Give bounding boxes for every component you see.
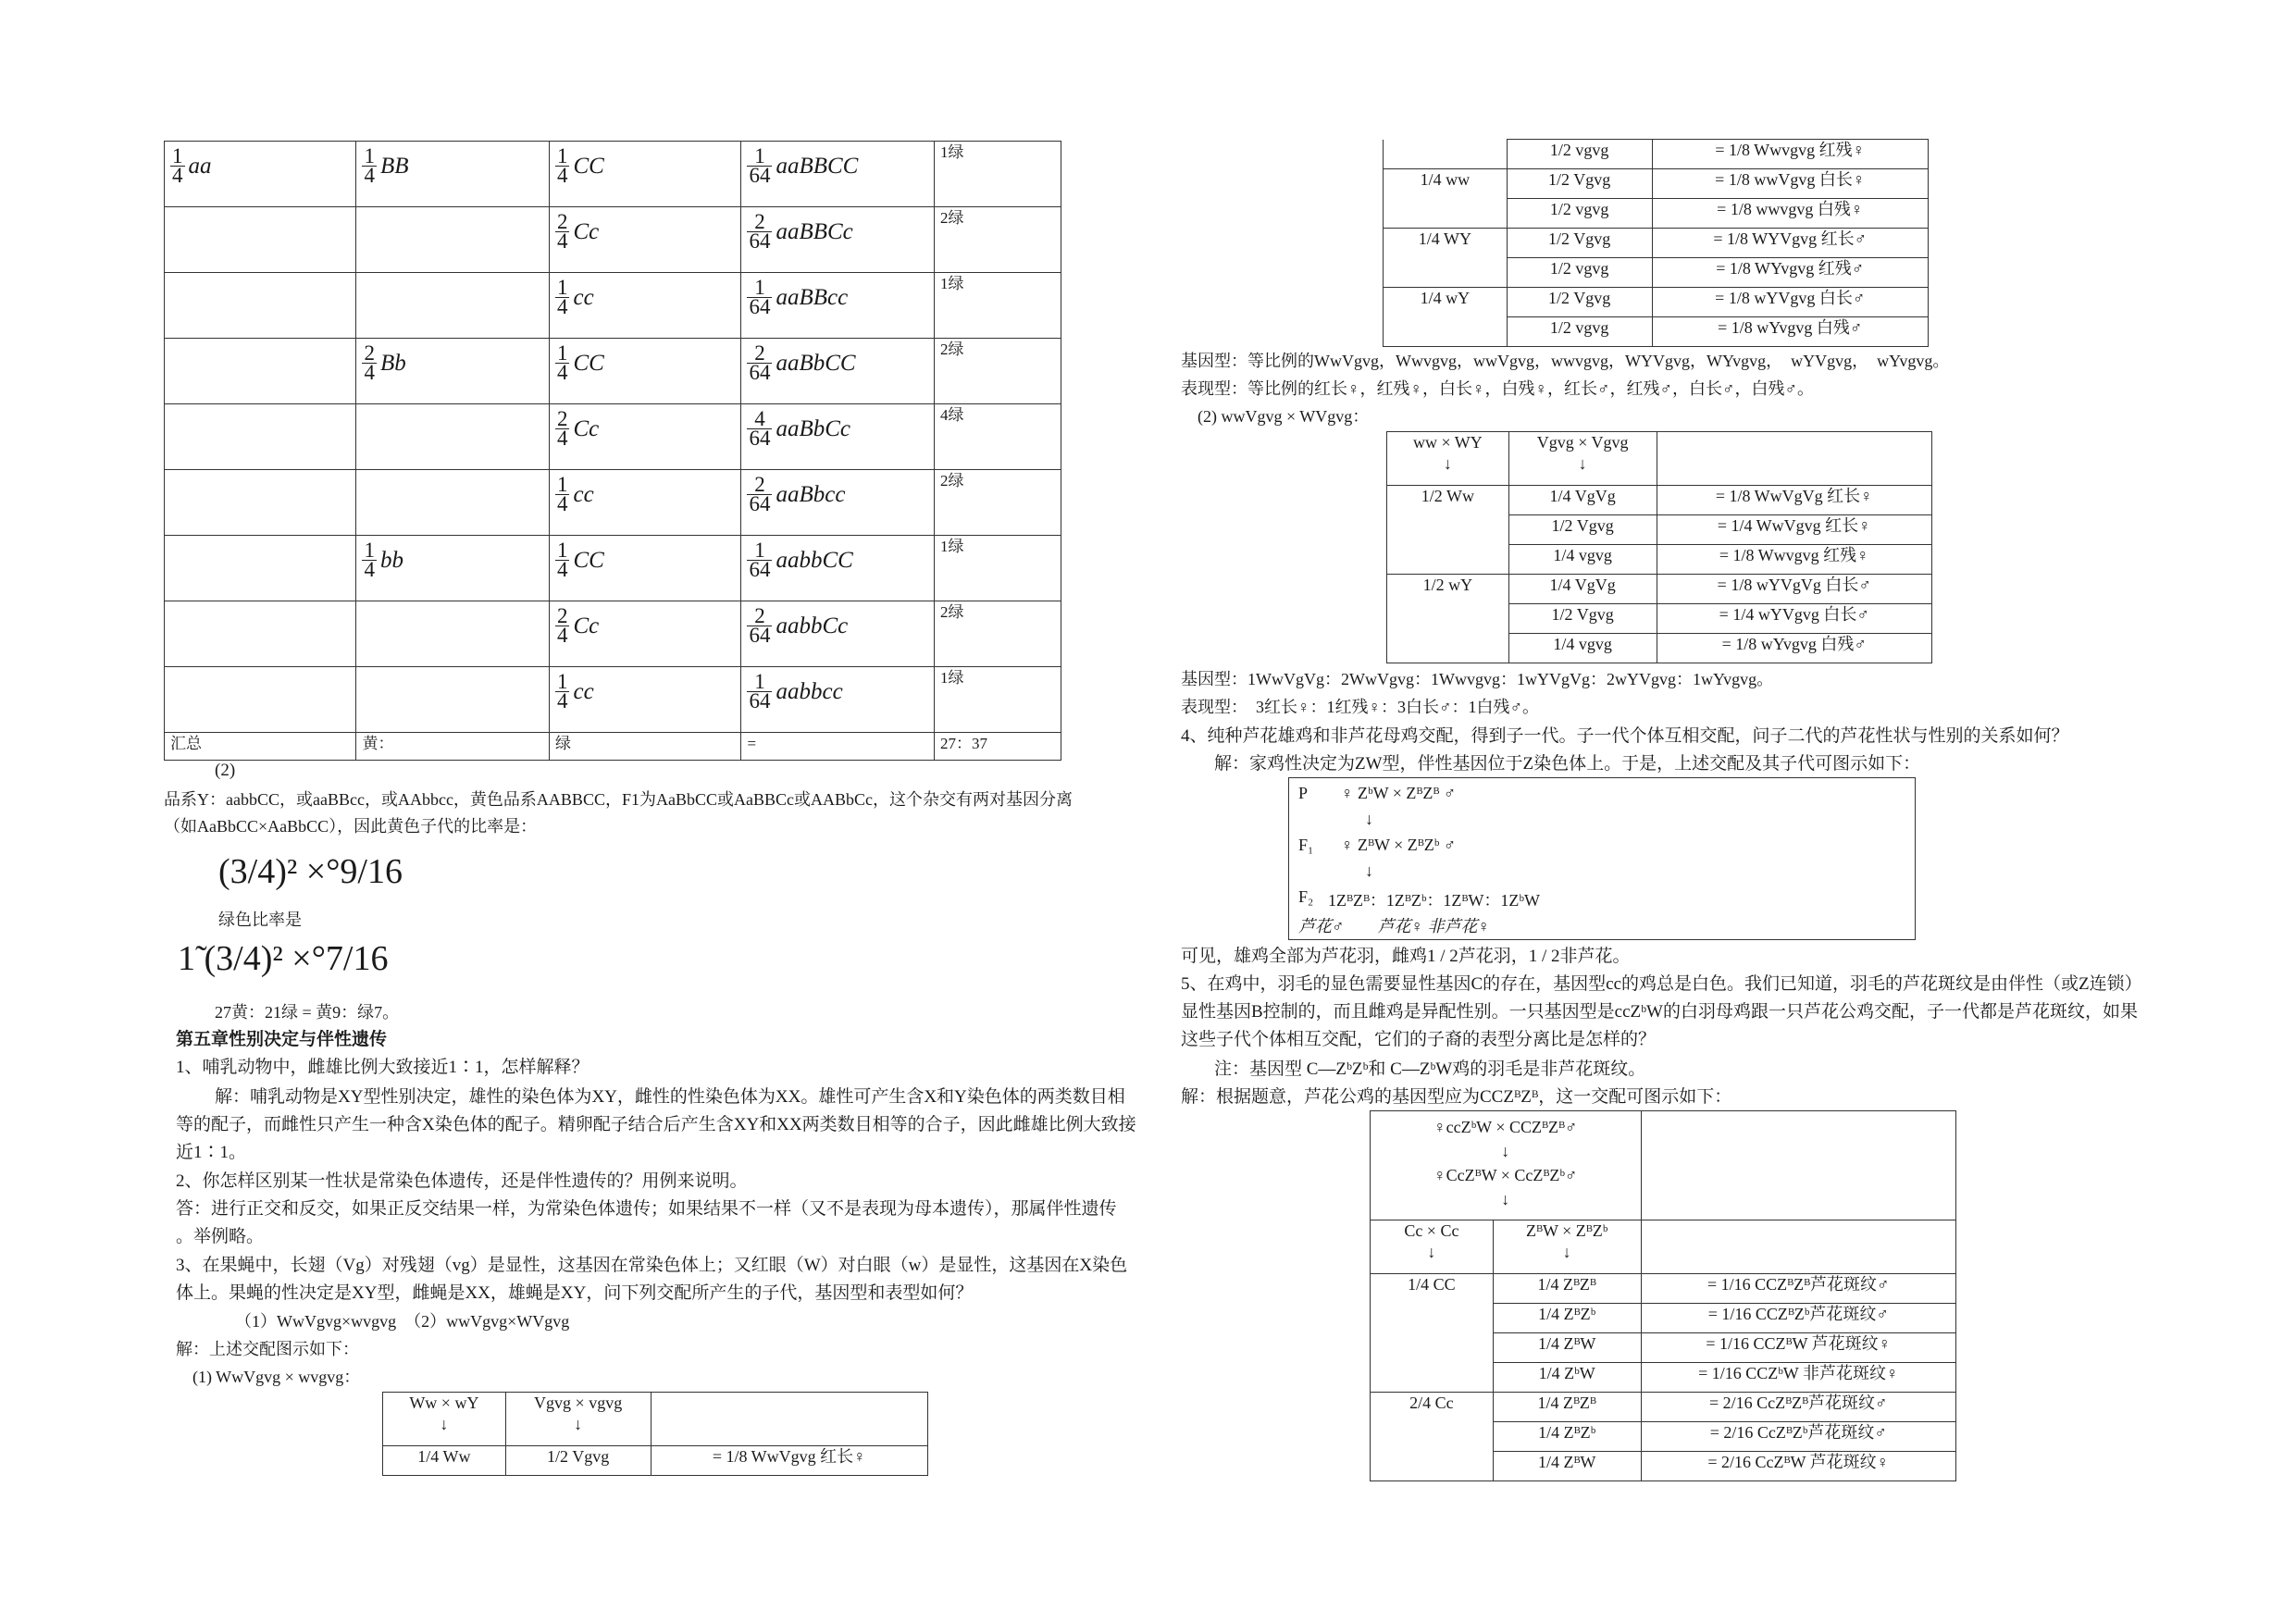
col-c: = 1/16 CCZᴮZᴮ芦花斑纹♂ bbox=[1641, 1274, 1955, 1304]
col-b: 1/4 VgVg bbox=[1508, 486, 1657, 515]
cell-b bbox=[356, 470, 550, 536]
genotype-term: CC bbox=[573, 548, 604, 573]
a1-line3: 近1∶1。 bbox=[176, 1143, 247, 1162]
genotype-term: CC bbox=[573, 154, 604, 179]
a3-sub1: (1) WwVgvg × wvgvg： bbox=[192, 1368, 361, 1386]
col-b: 1/4 ZᴮZᴮ bbox=[1493, 1393, 1641, 1422]
table-row bbox=[165, 601, 1061, 667]
col-b: 1/4 vgvg bbox=[1508, 634, 1657, 663]
q1: 1、哺乳动物中，雌雄比例大致接近1∶1，怎样解释？ bbox=[176, 1058, 590, 1077]
cell-c bbox=[549, 142, 740, 207]
q3-line3: （1）WwVgvg×wvgvg （2）wwVgvg×WVgvg bbox=[235, 1312, 570, 1331]
col-c: = 1/8 Wwvgvg 红残♀ bbox=[1657, 545, 1932, 575]
cell-a bbox=[165, 667, 356, 733]
table-row bbox=[165, 470, 1061, 536]
a1-line1: 解：哺乳动物是XY型性别决定，雄性的染色体为XY，雌性的性染色体为XX。雄性可产生含X和Y染色体的两类数目相 bbox=[215, 1087, 1125, 1107]
cell-c bbox=[549, 404, 740, 470]
cell-a bbox=[165, 601, 356, 667]
cell-b bbox=[356, 404, 550, 470]
fraction: $\frac{1}{64}$ bbox=[749, 670, 771, 712]
genotype-term: bb bbox=[379, 548, 403, 573]
t4-head-1: ww × WY ↓ bbox=[1387, 432, 1509, 486]
table-row bbox=[1384, 229, 1929, 258]
col-b: 1/4 VgVg bbox=[1508, 575, 1657, 604]
table-row bbox=[165, 536, 1061, 601]
genotype-term: Cc bbox=[573, 219, 600, 244]
cell-c bbox=[549, 273, 740, 339]
conclusion: 可见，雄鸡全部为芦花羽，雌鸡1 / 2芦花羽，1 / 2非芦花。 bbox=[1181, 947, 1631, 966]
cell-c bbox=[549, 536, 740, 601]
table-row bbox=[1384, 288, 1929, 317]
cell-a bbox=[165, 207, 356, 273]
col-c: = 1/16 CCZᴮW 芦花斑纹♀ bbox=[1641, 1333, 1955, 1363]
box-f1-label: F₁ bbox=[1298, 836, 1314, 854]
note: 注：基因型 C—ZᵇZᵇ和 C—ZᵇW鸡的羽毛是非芦花斑纹。 bbox=[1214, 1059, 1646, 1079]
col-a bbox=[1387, 545, 1509, 575]
col-a bbox=[1371, 1363, 1494, 1393]
col-b: 1/4 ZᴮZᵇ bbox=[1493, 1422, 1641, 1452]
table-row bbox=[1387, 515, 1932, 545]
col-c: = 1/4 WwVgvg 红长♀ bbox=[1657, 515, 1932, 545]
fraction: $\frac{1}{4}$ bbox=[556, 341, 568, 384]
col-a bbox=[1371, 1304, 1494, 1333]
col-b: 1/2 vgvg bbox=[1507, 199, 1652, 229]
phenotype2: 表现型： 3红长♀：1红残♀：3白长♂：1白残♂。 bbox=[1181, 698, 1539, 716]
q5-line2: 显性基因B控制的，而且雌鸡是异配性别。一只基因型是ccZᵇW的白羽母鸡跟一只芦花公鸡交配，子一代都是芦花斑纹，如果 bbox=[1181, 1002, 2138, 1022]
fraction: $\frac{2}{64}$ bbox=[749, 473, 771, 515]
cell-a bbox=[165, 404, 356, 470]
table-row bbox=[1387, 575, 1932, 604]
genotype-term: aabbCc bbox=[776, 613, 849, 638]
col-c: = 1/8 WYVgvg 红长♂ bbox=[1652, 229, 1929, 258]
q5-line1: 5、在鸡中，羽毛的显色需要显性基因C的存在，基因型cc的鸡总是白色。我们已知道，羽毛的芦花斑纹是由伴性（或Z连锁） bbox=[1181, 974, 2142, 994]
formula-yellow: (3/4)² ×°9/16 bbox=[218, 852, 403, 891]
t2-r1c1: 1/4 Ww bbox=[383, 1446, 506, 1476]
cell-color: 4绿 bbox=[934, 404, 1061, 470]
fraction: $\frac{1}{4}$ bbox=[556, 670, 568, 712]
cell-b bbox=[356, 339, 550, 404]
t2-r1c3: = 1/8 WwVgvg 红长♀ bbox=[651, 1446, 928, 1476]
box-arrow-1: ↓ bbox=[1365, 810, 1373, 828]
col-c: = 1/8 wwVgvg 白长♀ bbox=[1652, 169, 1929, 199]
t5-head-3 bbox=[1641, 1220, 1955, 1274]
col-c: = 1/8 WwVgVg 红长♀ bbox=[1657, 486, 1932, 515]
a4: 解：家鸡性决定为ZW型，伴性基因位于Z染色体上。于是，上述交配及其子代可图示如下： bbox=[1214, 754, 1921, 774]
table-row bbox=[1371, 1393, 1956, 1422]
a5: 解：根据题意，芦花公鸡的基因型应为CCZᴮZᴮ，这一交配可图示如下： bbox=[1181, 1087, 1732, 1107]
col-b: 1/2 vgvg bbox=[1507, 258, 1652, 288]
table-row bbox=[1384, 258, 1929, 288]
a3-intro: 解：上述交配图示如下： bbox=[176, 1340, 359, 1358]
col-b: 1/2 Vgvg bbox=[1507, 229, 1652, 258]
col-a: 1/4 WY bbox=[1384, 229, 1508, 258]
table-row bbox=[1387, 486, 1932, 515]
cell-c bbox=[549, 470, 740, 536]
cell-genotype bbox=[741, 142, 935, 207]
table-row bbox=[165, 339, 1061, 404]
col-c: = 1/8 wYVgvg 白长♂ bbox=[1652, 288, 1929, 317]
cell-b bbox=[356, 142, 550, 207]
table-row bbox=[1384, 199, 1929, 229]
table-row bbox=[1371, 1333, 1956, 1363]
cell-genotype bbox=[741, 404, 935, 470]
cell-b bbox=[356, 536, 550, 601]
genotype-table bbox=[164, 141, 1061, 761]
q4: 4、纯种芦花雄鸡和非芦花母鸡交配，得到子一代。子一代个体互相交配，问子二代的芦花性状与性别的关系如何？ bbox=[1181, 726, 2069, 746]
a2-line2: 。举例略。 bbox=[176, 1227, 265, 1246]
col-b: 1/4 ZᴮZᴮ bbox=[1493, 1274, 1641, 1304]
cell-a bbox=[165, 339, 356, 404]
cell-color: 2绿 bbox=[934, 470, 1061, 536]
table-row bbox=[1384, 317, 1929, 347]
table-row bbox=[1384, 169, 1929, 199]
col-c: = 1/8 wYVgVg 白长♂ bbox=[1657, 575, 1932, 604]
col-a bbox=[1384, 317, 1508, 347]
col-b: 1/4 ZᴮZᵇ bbox=[1493, 1304, 1641, 1333]
summary-row bbox=[165, 733, 1061, 761]
t2-r1c2: 1/2 Vgvg bbox=[505, 1446, 651, 1476]
t4-head-2: Vgvg × Vgvg ↓ bbox=[1508, 432, 1657, 486]
genotype-term: aaBBcc bbox=[776, 285, 849, 310]
box-f2-cross: 1ZᴮZᴮ：1ZᴮZᵇ：1ZᴮW：1ZᵇW bbox=[1328, 891, 1540, 910]
col-c: = 2/16 CcZᴮZᵇ芦花斑纹♂ bbox=[1641, 1422, 1955, 1452]
col-a bbox=[1387, 515, 1509, 545]
cell-color: 1绿 bbox=[934, 273, 1061, 339]
fraction: $\frac{1}{4}$ bbox=[556, 144, 568, 187]
cell-color: 2绿 bbox=[934, 339, 1061, 404]
t2-head-1: Ww × wY ↓ bbox=[383, 1393, 506, 1446]
cross-table-3 bbox=[1370, 1110, 1956, 1481]
col-b: 1/2 Vgvg bbox=[1508, 604, 1657, 634]
table-row bbox=[1387, 634, 1932, 663]
fraction: $\frac{2}{4}$ bbox=[556, 210, 568, 253]
col-a bbox=[1384, 199, 1508, 229]
col-b: 1/4 ZᴮW bbox=[1493, 1333, 1641, 1363]
col-a: 1/2 Ww bbox=[1387, 486, 1509, 515]
fraction: $\frac{2}{64}$ bbox=[749, 341, 771, 384]
t4-head-3 bbox=[1657, 432, 1932, 486]
col-a: 1/4 ww bbox=[1384, 169, 1508, 199]
cell-color: 1绿 bbox=[934, 667, 1061, 733]
box-arrow-2: ↓ bbox=[1365, 861, 1373, 880]
q3-line1: 3、在果蝇中，长翅（Vg）对残翅（vg）是显性，这基因在常染色体上；又红眼（W）对白眼（w）是显性，这基因在X染色 bbox=[176, 1256, 1128, 1275]
table-row bbox=[1384, 140, 1929, 169]
col-a: 2/4 Cc bbox=[1371, 1393, 1494, 1422]
cross-table-1-start bbox=[382, 1392, 928, 1476]
summary-cell: = bbox=[741, 733, 935, 761]
p2-line1: 品系Y：aabbCC，或aaBBcc，或AAbbcc，黄色品系AABBCC，F1为AaBbCC或AaBBCc或AABbCc，这个杂交有两对基因分离 bbox=[164, 790, 1073, 809]
cell-genotype bbox=[741, 470, 935, 536]
t2-head-3 bbox=[651, 1393, 928, 1446]
table-row bbox=[1371, 1452, 1956, 1481]
fraction: $\frac{1}{4}$ bbox=[556, 276, 568, 318]
t5-top-blank bbox=[1641, 1111, 1955, 1220]
table-row bbox=[1371, 1422, 1956, 1452]
fraction: $\frac{1}{4}$ bbox=[556, 473, 568, 515]
a1-line2: 等的配子，而雌性只产生一种含X染色体的配子。精卵配子结合后产生含XY和XX两类数目相等的合子，因此雌雄比例大致接 bbox=[176, 1115, 1136, 1134]
cell-b bbox=[356, 601, 550, 667]
fraction: $\frac{1}{4}$ bbox=[364, 144, 375, 187]
cell-genotype bbox=[741, 273, 935, 339]
box-f2-label: F₂ bbox=[1298, 887, 1314, 906]
fraction: $\frac{1}{64}$ bbox=[749, 144, 771, 187]
col-a bbox=[1387, 634, 1509, 663]
cell-genotype bbox=[741, 601, 935, 667]
col-a bbox=[1384, 258, 1508, 288]
formula-green: 1̃ (3/4)² ×°7/16 bbox=[178, 939, 389, 978]
table-row bbox=[165, 667, 1061, 733]
col-a: 1/2 wY bbox=[1387, 575, 1509, 604]
table-row bbox=[165, 273, 1061, 339]
genotype-term: Cc bbox=[573, 416, 600, 441]
summary-cell: 27：37 bbox=[934, 733, 1061, 761]
col-b: 1/4 ZᴮW bbox=[1493, 1452, 1641, 1481]
table-row bbox=[165, 404, 1061, 470]
genotype-term: Cc bbox=[573, 613, 600, 638]
p2-label: (2) bbox=[215, 761, 236, 780]
chicken-cross-box bbox=[1288, 777, 1916, 940]
col-c: = 1/8 WYvgvg 红残♂ bbox=[1652, 258, 1929, 288]
box-f2-pheno: 芦花♂ 芦花♀ 非芦花♀ bbox=[1298, 917, 1490, 935]
fraction: $\frac{1}{4}$ bbox=[556, 539, 568, 581]
col-a bbox=[1387, 604, 1509, 634]
table-row bbox=[165, 142, 1061, 207]
genotype-term: aaBbCC bbox=[776, 351, 856, 376]
genotype2: 基因型：1WwVgVg：2WwVgvg：1Wwvgvg：1wYVgVg：2wYVgvg：1wYvgvg。 bbox=[1181, 670, 1774, 688]
col-a bbox=[1371, 1452, 1494, 1481]
cell-a bbox=[165, 273, 356, 339]
cell-genotype bbox=[741, 536, 935, 601]
genotype1: 基因型：等比例的WwVgvg，Wwvgvg，wwVgvg，wwvgvg，WYVgvg，WYvgvg， wYVgvg， wYvgvg。 bbox=[1181, 352, 1950, 370]
fraction: $\frac{2}{4}$ bbox=[364, 341, 375, 384]
col-b: 1/2 Vgvg bbox=[1508, 515, 1657, 545]
col-c: = 2/16 CcZᴮW 芦花斑纹♀ bbox=[1641, 1452, 1955, 1481]
genotype-term: cc bbox=[573, 285, 594, 310]
col-c: = 1/8 wwvgvg 白残♀ bbox=[1652, 199, 1929, 229]
genotype-term: aabbCC bbox=[776, 548, 853, 573]
col-b: 1/2 vgvg bbox=[1507, 317, 1652, 347]
genotype-term: aaBbCc bbox=[776, 416, 851, 441]
col-c: = 1/16 CCZᴮZᵇ芦花斑纹♂ bbox=[1641, 1304, 1955, 1333]
col-b: 1/4 ZᵇW bbox=[1493, 1363, 1641, 1393]
p2-line2: （如AaBbCC×AaBbCC），因此黄色子代的比率是： bbox=[164, 817, 538, 836]
genotype-term: aaBBCc bbox=[776, 219, 853, 244]
col-a: 1/4 CC bbox=[1371, 1274, 1494, 1304]
col-a bbox=[1371, 1333, 1494, 1363]
cross-table-2 bbox=[1386, 431, 1932, 663]
sub2: (2) wwVgvg × WVgvg： bbox=[1198, 407, 1370, 426]
table-row bbox=[1371, 1304, 1956, 1333]
q2: 2、你怎样区别某一性状是常染色体遗传，还是伴性遗传的？用例来说明。 bbox=[176, 1171, 748, 1191]
chapter-title: 第五章性别决定与伴性遗传 bbox=[176, 1030, 388, 1049]
cell-color: 1绿 bbox=[934, 536, 1061, 601]
genotype-term: Bb bbox=[379, 351, 406, 376]
q5-line3: 这些子代个体相互交配，它们的子裔的表型分离比是怎样的？ bbox=[1181, 1030, 1657, 1049]
t5-head-1: Cc × Cc ↓ bbox=[1371, 1220, 1494, 1274]
col-b: 1/4 vgvg bbox=[1508, 545, 1657, 575]
cell-color: 1绿 bbox=[934, 142, 1061, 207]
green-ratio-label: 绿色比率是 bbox=[218, 911, 302, 929]
genotype-term: cc bbox=[573, 679, 594, 704]
summary-cell: 绿 bbox=[549, 733, 740, 761]
fraction: $\frac{4}{64}$ bbox=[749, 407, 771, 450]
col-c: = 1/8 wYvgvg 白残♂ bbox=[1652, 317, 1929, 347]
cross-table-1-cont bbox=[1383, 139, 1929, 347]
genotype-term: aabbcc bbox=[776, 679, 843, 704]
t2-head-2: Vgvg × vgvg ↓ bbox=[505, 1393, 651, 1446]
col-b: 1/2 Vgvg bbox=[1507, 288, 1652, 317]
cell-c bbox=[549, 601, 740, 667]
t5-head-2: ZᴮW × ZᴮZᵇ ↓ bbox=[1493, 1220, 1641, 1274]
cell-c bbox=[549, 339, 740, 404]
genotype-term: BB bbox=[379, 154, 409, 179]
fraction: $\frac{1}{4}$ bbox=[364, 539, 375, 581]
table-row bbox=[1371, 1363, 1956, 1393]
fraction: $\frac{1}{64}$ bbox=[749, 276, 771, 318]
cell-c bbox=[549, 667, 740, 733]
table-row bbox=[1387, 545, 1932, 575]
ratio-line: 27黄：21绿 = 黄9：绿7。 bbox=[215, 1003, 400, 1022]
fraction: $\frac{2}{64}$ bbox=[749, 210, 771, 253]
cell-genotype bbox=[741, 339, 935, 404]
cell-a bbox=[165, 142, 356, 207]
col-b: 1/2 vgvg bbox=[1507, 140, 1652, 169]
genotype-term: aa bbox=[188, 154, 212, 179]
fraction: $\frac{1}{4}$ bbox=[172, 144, 183, 187]
phenotype1: 表现型：等比例的红长♀，红残♀，白长♀，白残♀，红长♂，红残♂，白长♂，白残♂。 bbox=[1181, 379, 1814, 398]
fraction: $\frac{2}{4}$ bbox=[556, 407, 568, 450]
col-c: = 1/4 wYVgvg 白长♂ bbox=[1657, 604, 1932, 634]
col-c: = 1/8 wYvgvg 白残♂ bbox=[1657, 634, 1932, 663]
col-c: = 2/16 CcZᴮZᴮ芦花斑纹♂ bbox=[1641, 1393, 1955, 1422]
box-f1-cross: ♀ ZᴮW × ZᴮZᵇ ♂ bbox=[1341, 836, 1457, 854]
genotype-term: cc bbox=[573, 482, 594, 507]
table-row bbox=[1371, 1274, 1956, 1304]
genotype-term: aaBbcc bbox=[776, 482, 846, 507]
genotype-term: aaBBCC bbox=[776, 154, 859, 179]
summary-cell: 黄： bbox=[356, 733, 550, 761]
cell-a bbox=[165, 470, 356, 536]
genotype-term: CC bbox=[573, 351, 604, 376]
fraction: $\frac{2}{64}$ bbox=[749, 604, 771, 647]
cell-b bbox=[356, 207, 550, 273]
col-a bbox=[1384, 140, 1508, 169]
col-a: 1/4 wY bbox=[1384, 288, 1508, 317]
col-c: = 1/8 Wwvgvg 红残♀ bbox=[1652, 140, 1929, 169]
box-p-cross: ♀ ZᵇW × ZᴮZᴮ ♂ bbox=[1341, 784, 1457, 802]
q3-line2: 体上。果蝇的性决定是XY型，雌蝇是XX，雄蝇是XY，问下列交配所产生的子代，基因型和表型如何？ bbox=[176, 1283, 974, 1303]
cell-color: 2绿 bbox=[934, 601, 1061, 667]
col-b: 1/2 Vgvg bbox=[1507, 169, 1652, 199]
summary-cell: 汇总 bbox=[165, 733, 356, 761]
cell-b bbox=[356, 273, 550, 339]
fraction: $\frac{2}{4}$ bbox=[556, 604, 568, 647]
cell-c bbox=[549, 207, 740, 273]
a2-line1: 答：进行正交和反交，如果正反交结果一样，为常染色体遗传；如果结果不一样（又不是表现为母本遗传），那属伴性遗传 bbox=[176, 1199, 1117, 1219]
table-row bbox=[165, 207, 1061, 273]
cell-color: 2绿 bbox=[934, 207, 1061, 273]
cell-b bbox=[356, 667, 550, 733]
col-a bbox=[1371, 1422, 1494, 1452]
box-p-label: P bbox=[1298, 784, 1309, 802]
col-c: = 1/16 CCZᵇW 非芦花斑纹♀ bbox=[1641, 1363, 1955, 1393]
cell-a bbox=[165, 536, 356, 601]
fraction: $\frac{1}{64}$ bbox=[749, 539, 771, 581]
cell-genotype bbox=[741, 207, 935, 273]
table-row bbox=[1387, 604, 1932, 634]
cell-genotype bbox=[741, 667, 935, 733]
t5-top: ♀ccZᵇW × CCZᴮZᴮ♂ ↓ ♀CcZᴮW × CcZᴮZᵇ♂ ↓ bbox=[1371, 1111, 1642, 1220]
